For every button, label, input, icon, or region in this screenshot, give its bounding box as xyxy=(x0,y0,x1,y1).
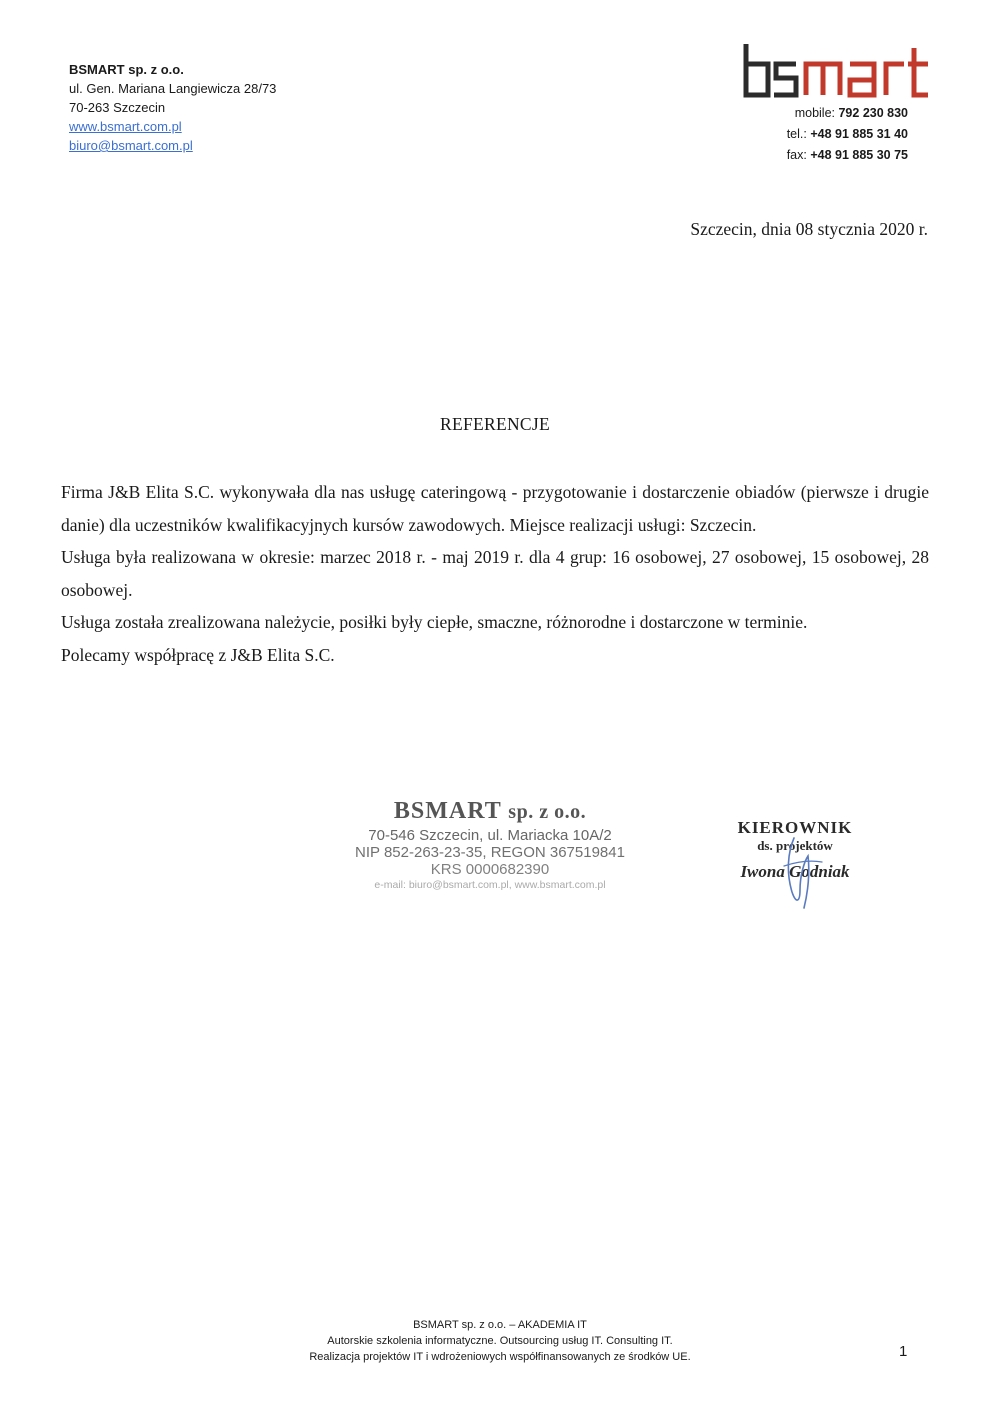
bsmart-logo xyxy=(738,40,930,102)
sender-email-link[interactable]: biuro@bsmart.com.pl xyxy=(69,138,193,153)
page-footer xyxy=(250,1317,750,1365)
handwritten-signature xyxy=(770,832,830,912)
footer-line-3: Realizacja projektów IT i wdrożeniowych współfinansowanych ze środków UE. xyxy=(309,1351,691,1363)
fax-label: fax: xyxy=(786,148,807,162)
footer-line-2: Autorskie szkolenia informatyczne. Outsourcing usług IT. Consulting IT. xyxy=(327,1335,673,1347)
sender-block xyxy=(69,60,276,155)
letter-title: REFERENCJE xyxy=(440,414,550,434)
tel-label: tel.: xyxy=(786,127,807,141)
letter-date: Szczecin, dnia 08 stycznia 2020 r. xyxy=(690,219,928,239)
page-number: 1 xyxy=(899,1343,908,1360)
manager-title: KIEROWNIK xyxy=(737,818,853,837)
stamp-company-suffix: sp. z o.o. xyxy=(508,801,587,823)
fax-line xyxy=(787,145,908,166)
body-paragraph-1: Firma J&B Elita S.C. wykonywała dla nas usługę cateringową - przygotowanie i dostarczenie obiadów (pierwsze i drugie danie) dla uczestników kwalifikacyjnych kursów zawodowych. Miejsce realizacji usługi: Szczecin. xyxy=(61,482,929,535)
manager-name: Iwona Godniak xyxy=(740,862,850,881)
stamp-nip-regon: NIP 852-263-23-35, REGON 367519841 xyxy=(355,844,625,861)
sender-city: 70-263 Szczecin xyxy=(69,100,166,115)
tel-value: +48 91 885 31 40 xyxy=(810,127,908,141)
fax-value: +48 91 885 30 75 xyxy=(810,148,908,162)
stamp-krs: KRS 0000682390 xyxy=(430,861,550,878)
company-stamp xyxy=(345,796,635,893)
footer-line-1: BSMART sp. z o.o. – AKADEMIA IT xyxy=(413,1319,587,1331)
stamp-contact: e-mail: biuro@bsmart.com.pl, www.bsmart.com.pl xyxy=(374,879,606,891)
stamp-address: 70-546 Szczecin, ul. Mariacka 10A/2 xyxy=(368,827,612,844)
body-paragraph-4: Polecamy współpracę z J&B Elita S.C. xyxy=(61,644,335,665)
stamp-company-line xyxy=(345,796,635,827)
contact-block xyxy=(787,103,908,166)
mobile-label: mobile: xyxy=(794,106,835,120)
sender-street: ul. Gen. Mariana Langiewicza 28/73 xyxy=(69,81,277,96)
mobile-value: 792 230 830 xyxy=(838,106,908,120)
letter-body xyxy=(61,476,929,671)
body-paragraph-2: Usługa była realizowana w okresie: marzec 2018 r. - maj 2019 r. dla 4 grup: 16 osobowej, 27 osobowej, 15 osobowej, 28 osobowej. xyxy=(61,547,929,600)
mobile-line xyxy=(787,103,908,124)
sender-website-link[interactable]: www.bsmart.com.pl xyxy=(69,119,182,134)
manager-subtitle: ds. projektów xyxy=(757,838,833,853)
tel-line xyxy=(787,124,908,145)
sender-company: BSMART sp. z o.o. xyxy=(69,62,184,77)
body-paragraph-3: Usługa została zrealizowana należycie, posiłki były ciepłe, smaczne, różnorodne i dostarczone w terminie. xyxy=(61,612,808,632)
stamp-company-name: BSMART xyxy=(393,798,502,824)
